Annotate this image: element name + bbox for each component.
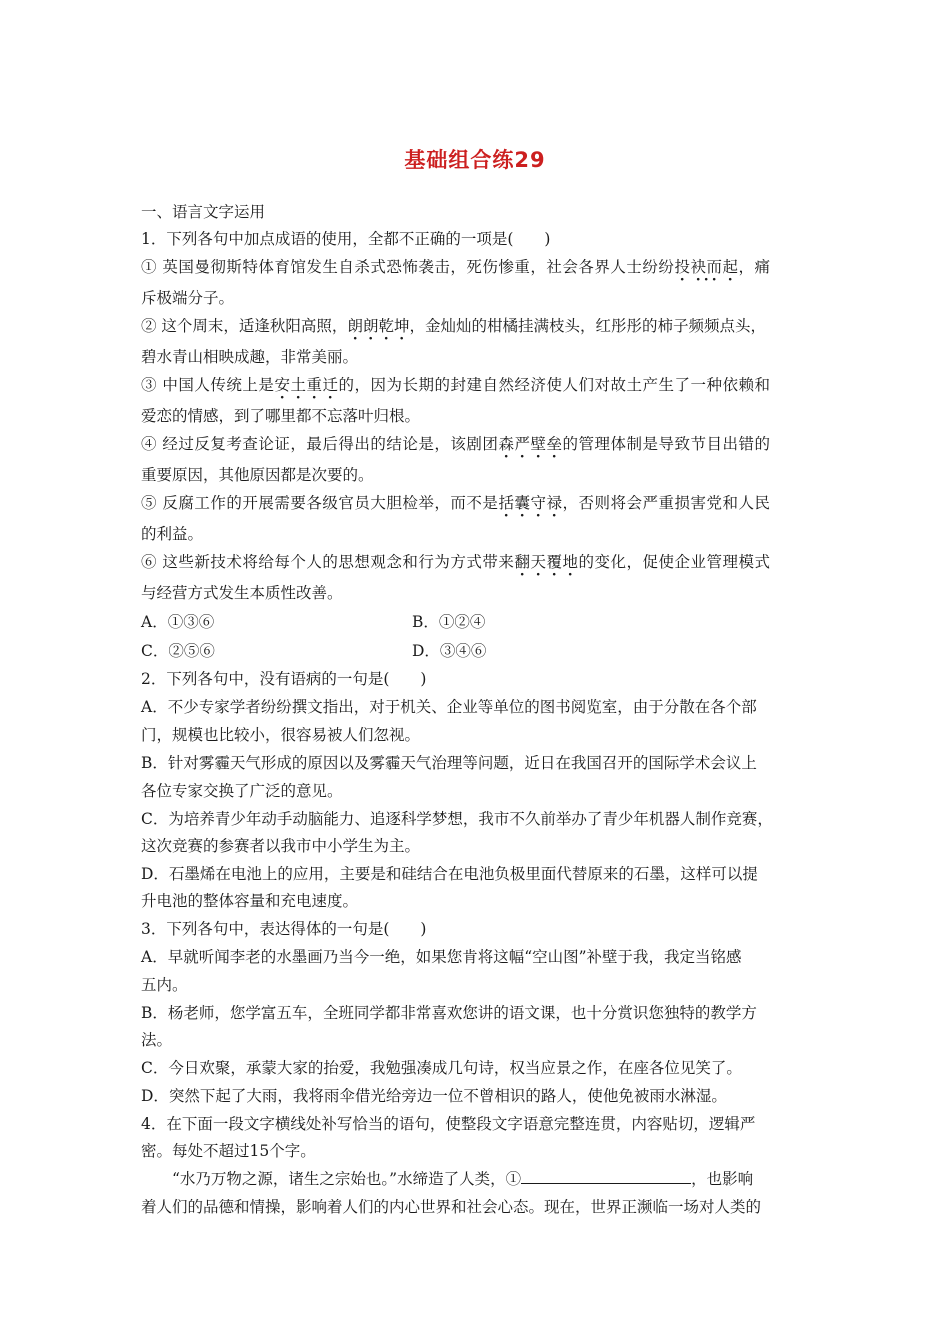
q1-sentence-3-cont: 爱恋的情感，到了哪里都不忘落叶归根。: [141, 407, 421, 425]
q3-stem: 3．下列各句中，表达得体的一句是( ): [141, 920, 427, 938]
q2-option-d-cont: 升电池的整体容量和充电速度。: [141, 892, 359, 910]
q1-stem: 1．下列各句中加点成语的使用，全都不正确的一项是( ): [141, 230, 551, 248]
q1-sentence-6: ⑥ 这些新技术将给每个人的思想观念和行为方式带来翻天覆地的变化，促使企业管理模式: [141, 553, 771, 571]
q3-option-b-cont: 法。: [141, 1031, 173, 1049]
q1-sentence-4: ④ 经过反复考查论证，最后得出的结论是，该剧团森严壁垒的管理体制是导致节目出错的: [141, 435, 771, 453]
q2-option-a-cont: 门，规模也比较小，很容易被人们忽视。: [141, 726, 421, 744]
q1-option-a: A．①③⑥: [141, 613, 215, 631]
dotted-idiom: 翻天覆地: [514, 553, 579, 571]
q1-sentence-6-cont: 与经营方式发生本质性改善。: [141, 584, 343, 602]
q2-option-b: B．针对雾霾天气形成的原因以及雾霾天气治理等问题，近日在我国召开的国际学术会议上: [141, 754, 757, 772]
answer-blank-1[interactable]: [521, 1169, 691, 1184]
q2-option-c-cont: 这次竞赛的参赛者以我市中小学生为主。: [141, 837, 421, 855]
q4-passage-line-1: “水乃万物之源，诸生之宗始也。”水缔造了人类，① ，也影响: [172, 1170, 754, 1188]
q1-sentence-2-cont: 碧水青山相映成趣，非常美丽。: [141, 348, 359, 366]
q3-option-c: C．今日欢聚，承蒙大家的抬爱，我勉强凑成几句诗，权当应景之作，在座各位见笑了。: [141, 1059, 742, 1077]
q2-option-d: D．石墨烯在电池上的应用，主要是和硅结合在电池负极里面代替原来的石墨，这样可以提: [141, 865, 758, 883]
q1-option-b: B．①②④: [412, 613, 486, 631]
q1-sentence-5: ⑤ 反腐工作的开展需要各级官员大胆检举，而不是括囊守禄，否则将会严重损害党和人民: [141, 494, 771, 512]
section-heading: 一、语言文字运用: [141, 203, 266, 221]
q1-sentence-4-cont: 重要原因，其他原因都是次要的。: [141, 466, 374, 484]
q3-option-b: B．杨老师，您学富五车，全班同学都非常喜欢您讲的语文课，也十分赏识您独特的教学方: [141, 1004, 757, 1022]
dotted-idiom: 森严壁垒: [498, 435, 563, 453]
q1-sentence-3: ③ 中国人传统上是安土重迁的，因为长期的封建自然经济使人们对故土产生了一种依赖和: [141, 376, 771, 394]
q2-option-b-cont: 各位专家交换了广泛的意见。: [141, 782, 343, 800]
q2-stem: 2．下列各句中，没有语病的一句是( ): [141, 670, 427, 688]
q1-sentence-2: ② 这个周末，适逢秋阳高照，朗朗乾坤，金灿灿的柑橘挂满枝头，红彤彤的柿子频频点头，: [141, 317, 767, 335]
dotted-idiom: 朗朗乾坤: [347, 317, 410, 335]
q2-option-c: C．为培养青少年动手动脑能力、追逐科学梦想，我市不久前举办了青少年机器人制作竞赛，: [141, 810, 773, 828]
q1-sentence-1-cont: 斥极端分子。: [141, 289, 235, 307]
q4-stem: 4．在下面一段文字横线处补写恰当的语句，使整段文字语意完整连贯，内容贴切，逻辑严: [141, 1115, 756, 1133]
dotted-idiom: 安土重迁: [274, 376, 339, 394]
dotted-idiom: 括囊守禄: [498, 494, 563, 512]
q1-option-c: C．②⑤⑥: [141, 642, 215, 660]
q1-sentence-5-cont: 的利益。: [141, 525, 204, 543]
q3-option-a-cont: 五内。: [141, 976, 188, 994]
q4-passage-line-2: 着人们的品德和情操，影响着人们的内心世界和社会心态。现在，世界正濒临一场对人类的: [141, 1198, 762, 1216]
q1-option-d: D．③④⑥: [412, 642, 487, 660]
q4-stem-cont: 密。每处不超过15个字。: [141, 1142, 316, 1160]
q2-option-a: A．不少专家学者纷纷撰文指出，对于机关、企业等单位的图书阅览室，由于分散在各个部: [141, 698, 757, 716]
q3-option-d: D．突然下起了大雨，我将雨伞借光给旁边一位不曾相识的路人，使他免被雨水淋湿。: [141, 1087, 727, 1105]
q3-option-a: A．早就听闻李老的水墨画乃当今一绝，如果您肯将这幅“空山图”补壁于我，我定当铭感: [141, 948, 742, 966]
q1-sentence-1: ① 英国曼彻斯特体育馆发生自杀式恐怖袭击，死伤惨重，社会各界人士纷纷投袂而起，痛: [141, 258, 771, 276]
page-title: 基础组合练29: [404, 148, 546, 172]
dotted-idiom: 投袂而起: [674, 258, 739, 276]
